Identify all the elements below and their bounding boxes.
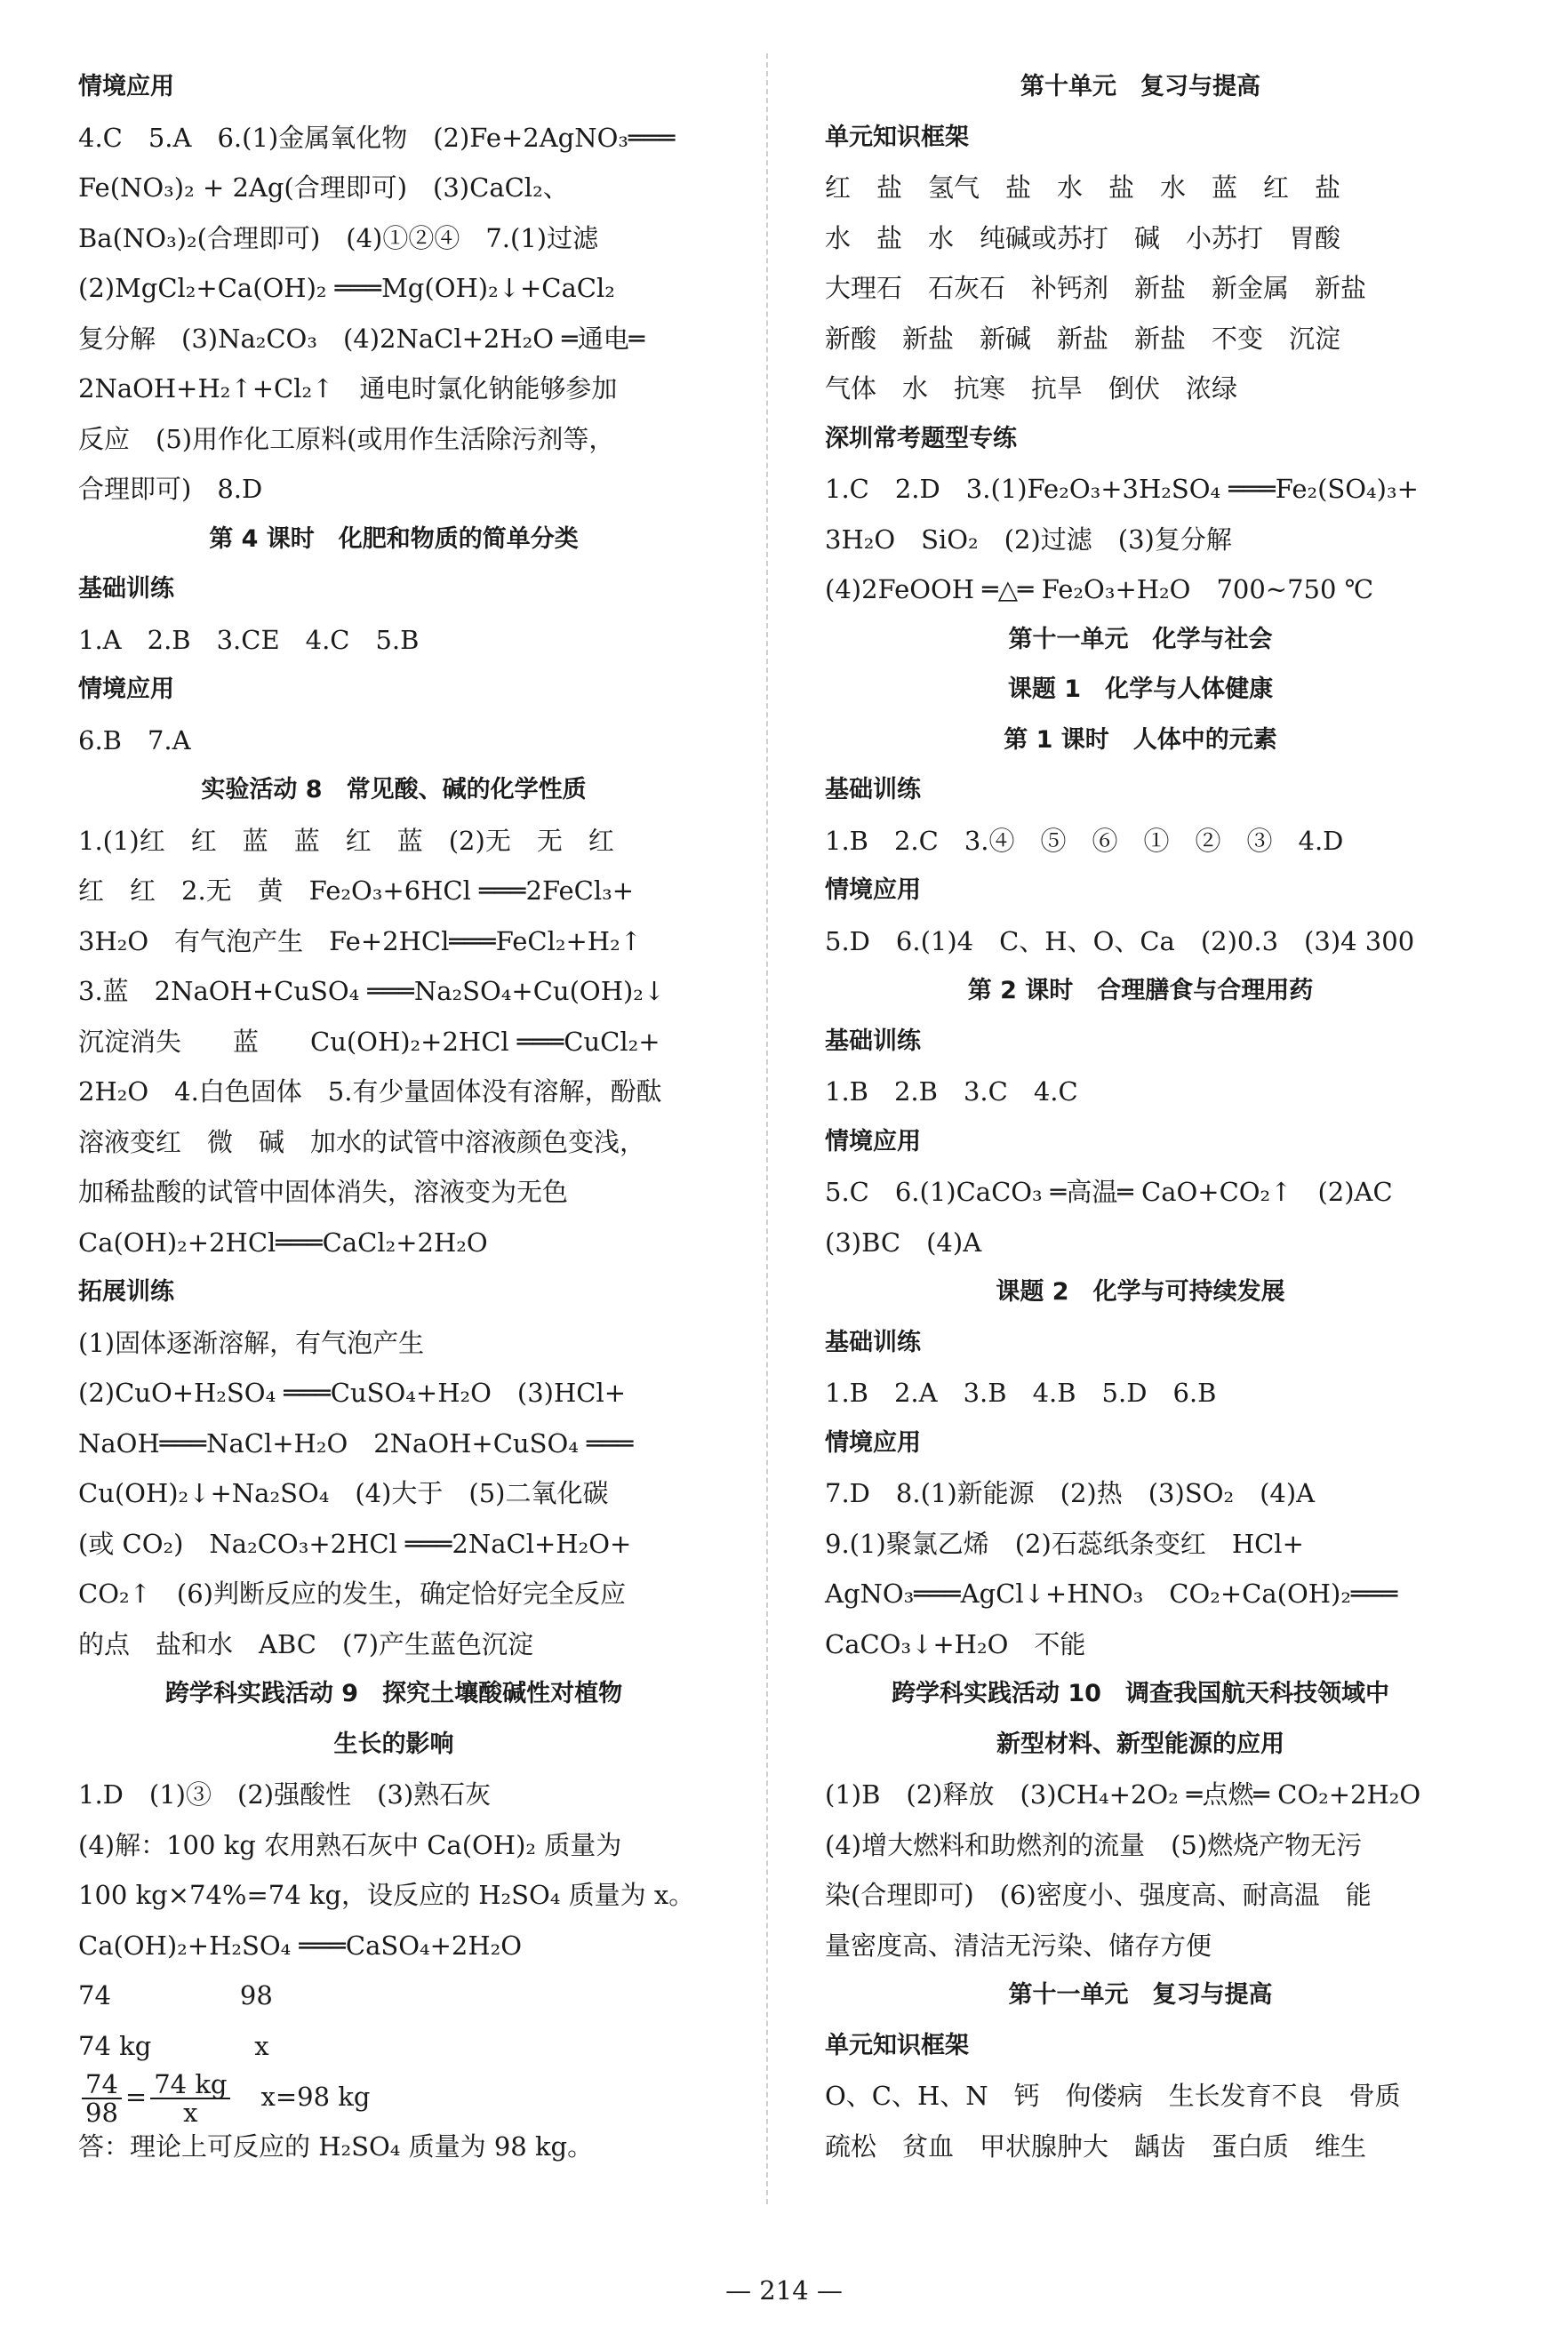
lesson-title: 课题 1 化学与人体健康 [1007, 675, 1274, 703]
lesson-title: 第 4 课时 化肥和物质的简单分类 [209, 524, 579, 553]
answer-line: 3H₂O 有气泡产生 Fe+2HCl═══FeCl₂+H₂↑ [78, 925, 643, 956]
fraction-equation [78, 2069, 709, 2128]
section-heading: 单元知识框架 [825, 2031, 969, 2059]
answer-line: 染(合理即可) (6)密度小、强度高、耐高温 能 [825, 1880, 1372, 1910]
lesson-title: 课题 2 化学与可持续发展 [996, 1278, 1285, 1306]
answer-line: Ca(OH)₂+2HCl═══CaCl₂+2H₂O [78, 1227, 488, 1258]
answer-line: 1.(1)红 红 蓝 蓝 红 蓝 (2)无 无 红 [78, 825, 614, 856]
section-heading: 基础训练 [78, 575, 174, 603]
answer-line: 6.B 7.A [78, 724, 191, 755]
answer-line: 1.B 2.A 3.B 4.B 5.D 6.B [825, 1378, 1217, 1408]
section-heading: 深圳常考题型专练 [825, 424, 1017, 452]
section-heading: 单元知识框架 [825, 123, 969, 151]
fraction [82, 2071, 122, 2126]
answer-line: (3)BC (4)A [825, 1227, 982, 1258]
column-divider [766, 53, 768, 2204]
section-heading: 情境应用 [78, 675, 174, 703]
lesson-title: 第十一单元 化学与社会 [1008, 625, 1273, 653]
right-column [825, 62, 1456, 2171]
answer-line: 沉淀消失 蓝 Cu(OH)₂+2HCl ═══CuCl₂+ [78, 1026, 660, 1057]
answer-line: 反应 (5)用作化工原料(或用作生活除污剂等， [78, 423, 615, 454]
answer-line: (1)B (2)释放 (3)CH₄+2O₂ ═点燃═ CO₂+2H₂O [825, 1779, 1421, 1810]
lesson-title: 第 2 课时 合理膳食与合理用药 [967, 977, 1314, 1004]
lesson-title: 实验活动 8 常见酸、碱的化学性质 [201, 776, 587, 803]
answer-line: (2)MgCl₂+Ca(OH)₂ ═══Mg(OH)₂↓+CaCl₂ [78, 273, 615, 303]
answer-line: AgNO₃═══AgCl↓+HNO₃ CO₂+Ca(OH)₂═══ [825, 1579, 1398, 1609]
equals-sign: = [124, 2082, 148, 2112]
answer-line: Cu(OH)₂↓+Na₂SO₄ (4)大于 (5)二氧化碳 [78, 1478, 609, 1508]
lesson-title: 生长的影响 [333, 1730, 454, 1758]
answer-line: 5.D 6.(1)4 C、H、O、Ca (2)0.3 (3)4 300 [825, 925, 1415, 956]
answer-line: 3H₂O SiO₂ (2)过滤 (3)复分解 [825, 524, 1232, 555]
answer-line: 5.C 6.(1)CaCO₃ ═高温═ CaO+CO₂↑ (2)AC [825, 1177, 1393, 1207]
answer-line: (4)增大燃料和助燃剂的流量 (5)燃烧产物无污 [825, 1829, 1363, 1860]
answer-line: 复分解 (3)Na₂CO₃ (4)2NaCl+2H₂O ═通电═ [78, 323, 645, 354]
answer-line: 1.B 2.C 3.④ ⑤ ⑥ ① ② ③ 4.D [825, 825, 1344, 856]
answer-line: (1)固体逐渐溶解，有气泡产生 [78, 1327, 425, 1358]
answer-line: O、C、H、N 钙 佝偻病 生长发育不良 骨质 [825, 2081, 1401, 2111]
section-heading: 基础训练 [825, 776, 921, 803]
answer-line: 1.D (1)③ (2)强酸性 (3)熟石灰 [78, 1779, 492, 1810]
fraction-denominator: 98 [85, 2098, 118, 2128]
answer-line: 新酸 新盐 新碱 新盐 新盐 不变 沉淀 [825, 323, 1341, 354]
lesson-title: 新型材料、新型能源的应用 [996, 1730, 1284, 1758]
section-heading: 拓展训练 [78, 1278, 174, 1306]
answer-line: 1.B 2.B 3.C 4.C [825, 1076, 1078, 1107]
section-heading: 情境应用 [78, 73, 174, 100]
answer-line: 疏松 贫血 甲状腺肿大 龋齿 蛋白质 维生 [825, 2130, 1367, 2162]
answer-line: (2)CuO+H₂SO₄ ═══CuSO₄+H₂O (3)HCl+ [78, 1378, 627, 1408]
section-heading: 情境应用 [825, 1127, 921, 1155]
answer-line: 100 kg×74%=74 kg，设反应的 H₂SO₄ 质量为 x。 [78, 1880, 695, 1910]
answer-line: 2H₂O 4.白色固体 5.有少量固体没有溶解，酚酞 [78, 1076, 662, 1107]
answer-line: 加稀盐酸的试管中固体消失，溶液变为无色 [78, 1177, 569, 1207]
section-heading: 基础训练 [825, 1328, 921, 1356]
answer-line: 水 盐 水 纯碱或苏打 碱 小苏打 胃酸 [825, 222, 1341, 253]
answer-line: CaCO₃↓+H₂O 不能 [825, 1628, 1086, 1659]
answer-line: 1.A 2.B 3.CE 4.C 5.B [78, 624, 420, 655]
page-number: — 214 — [725, 2275, 843, 2306]
answer-line: 溶液变红 微 碱 加水的试管中溶液颜色变浅， [78, 1126, 646, 1157]
fraction-numerator: 74 kg [150, 2071, 230, 2099]
lesson-title: 第 1 课时 人体中的元素 [1004, 725, 1277, 754]
answer-line: 大理石 石灰石 补钙剂 新盐 新金属 新盐 [825, 273, 1367, 303]
left-column [78, 62, 709, 2171]
answer-line: (4)2FeOOH ═△═ Fe₂O₃+H₂O 700~750 ℃ [825, 574, 1374, 604]
answer-line: Ba(NO₃)₂(合理即可) (4)①②④ 7.(1)过滤 [78, 222, 599, 253]
answer-line: 74 98 [78, 1980, 273, 2010]
answer-line: (或 CO₂) Na₂CO₃+2HCl ═══2NaCl+H₂O+ [78, 1528, 632, 1559]
answer-line: 量密度高、清洁无污染、储存方便 [825, 1930, 1212, 1961]
answer-line: 的点 盐和水 ABC (7)产生蓝色沉淀 [78, 1628, 534, 1659]
equation-result: x=98 kg [260, 2082, 371, 2112]
fraction [150, 2071, 230, 2126]
lesson-title: 第十一单元 复习与提高 [1008, 1981, 1273, 2009]
answer-line: 红 盐 氢气 盐 水 盐 水 蓝 红 盐 [825, 172, 1341, 203]
section-heading: 情境应用 [825, 876, 921, 904]
answer-line: 3.蓝 2NaOH+CuSO₄ ═══Na₂SO₄+Cu(OH)₂↓ [78, 976, 666, 1006]
answer-line: Ca(OH)₂+H₂SO₄ ═══CaSO₄+2H₂O [78, 1930, 523, 1961]
answer-line: 红 红 2.无 黄 Fe₂O₃+6HCl ═══2FeCl₃+ [78, 875, 635, 906]
fraction-denominator: x [183, 2098, 198, 2128]
lesson-title: 跨学科实践活动 9 探究土壤酸碱性对植物 [164, 1680, 623, 1707]
answer-line: 2NaOH+H₂↑+Cl₂↑ 通电时氯化钠能够参加 [78, 373, 618, 404]
section-heading: 基础训练 [825, 1027, 921, 1055]
answer-line: 1.C 2.D 3.(1)Fe₂O₃+3H₂SO₄ ═══Fe₂(SO₄)₃+ [825, 474, 1419, 504]
answer-line: 气体 水 抗寒 抗旱 倒伏 浓绿 [825, 373, 1238, 404]
lesson-title: 跨学科实践活动 10 调查我国航天科技领域中 [892, 1680, 1389, 1707]
answer-line: 74 kg x [78, 2030, 269, 2061]
answer-line: CO₂↑ (6)判断反应的发生，确定恰好完全反应 [78, 1579, 626, 1609]
fraction-numerator: 74 [82, 2071, 122, 2099]
answer-line: Fe(NO₃)₂ + 2Ag(合理即可) (3)CaCl₂、 [78, 172, 569, 203]
answer-line: 4.C 5.A 6.(1)金属氧化物 (2)Fe+2AgNO₃═══ [78, 122, 676, 153]
answer-line: NaOH═══NaCl+H₂O 2NaOH+CuSO₄ ═══ [78, 1427, 634, 1459]
answer-line: 9.(1)聚氯乙烯 (2)石蕊纸条变红 HCl+ [825, 1528, 1304, 1559]
answer-line: 7.D 8.(1)新能源 (2)热 (3)SO₂ (4)A [825, 1478, 1316, 1508]
answer-line: (4)解：100 kg 农用熟石灰中 Ca(OH)₂ 质量为 [78, 1829, 622, 1860]
lesson-title: 第十单元 复习与提高 [1020, 73, 1260, 100]
answer-line: 合理即可) 8.D [78, 474, 263, 504]
section-heading: 情境应用 [825, 1428, 921, 1457]
answer-line: 答：理论上可反应的 H₂SO₄ 质量为 98 kg。 [78, 2130, 594, 2162]
